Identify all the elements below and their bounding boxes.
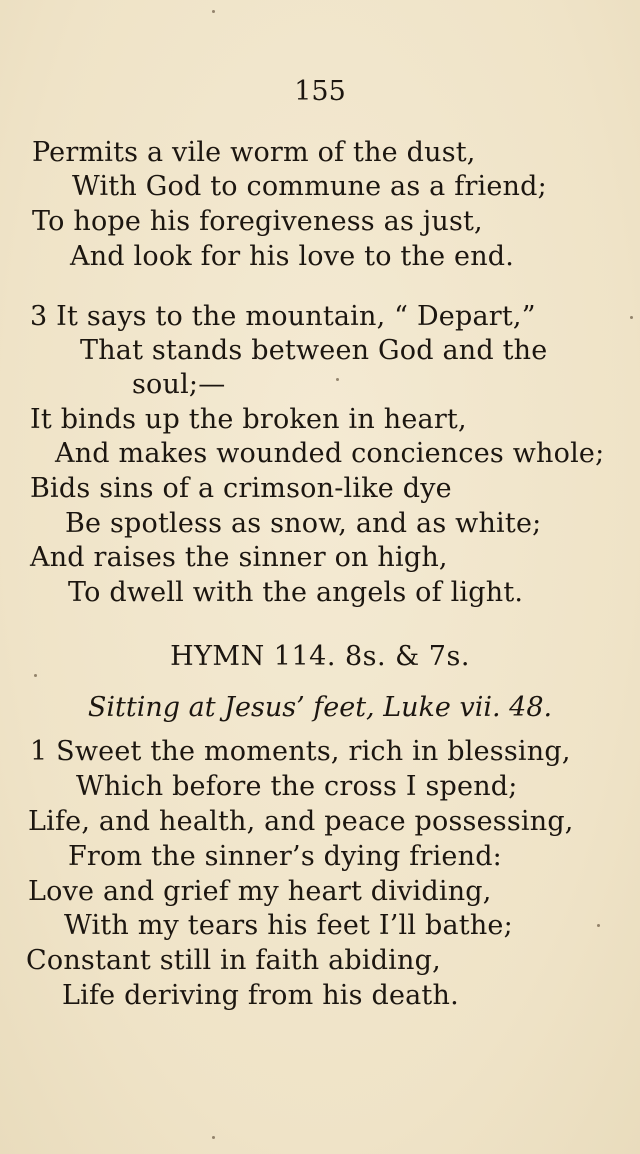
paper-speck bbox=[630, 316, 633, 319]
verse-line: That stands between God and the bbox=[80, 335, 548, 366]
verse-line: It binds up the broken in heart, bbox=[30, 404, 467, 435]
verse-line: Love and grief my heart dividing, bbox=[28, 876, 492, 907]
verse-line: To hope his foregiveness as just, bbox=[32, 206, 483, 237]
hymn-heading: HYMN 114. 8s. & 7s. bbox=[170, 641, 470, 672]
verse-line: Life deriving from his death. bbox=[62, 980, 459, 1011]
verse-line: With my tears his feet I’ll bathe; bbox=[64, 910, 513, 941]
verse-line: To dwell with the angels of light. bbox=[68, 577, 524, 608]
verse-line: Be spotless as snow, and as white; bbox=[65, 508, 542, 539]
verse-line: With God to commune as a friend; bbox=[72, 171, 547, 202]
verse-line: Permits a vile worm of the dust, bbox=[32, 137, 476, 168]
verse-line: From the sinner’s dying friend: bbox=[68, 841, 502, 872]
verse-line: Life, and health, and peace possessing, bbox=[28, 806, 574, 837]
page-number: 155 bbox=[294, 76, 346, 107]
verse-line: 3 It says to the mountain, “ Depart,” bbox=[30, 301, 536, 332]
verse-line: Constant still in faith abiding, bbox=[26, 945, 441, 976]
paper-speck bbox=[212, 1136, 215, 1139]
paper-speck bbox=[212, 10, 215, 13]
verse-line: And look for his love to the end. bbox=[70, 241, 515, 272]
paper-speck bbox=[336, 378, 339, 381]
verse-line: And raises the sinner on high, bbox=[30, 542, 448, 573]
paper-speck bbox=[597, 924, 600, 927]
verse-line: Which before the cross I spend; bbox=[76, 771, 518, 802]
verse-line: 1 Sweet the moments, rich in blessing, bbox=[30, 736, 571, 767]
hymn-subtitle: Sitting at Jesus’ feet, Luke vii. 48. bbox=[87, 692, 553, 723]
verse-line: soul;— bbox=[132, 369, 226, 400]
paper-speck bbox=[34, 674, 37, 677]
verse-line: And makes wounded conciences whole; bbox=[55, 438, 605, 469]
verse-line: Bids sins of a crimson-like dye bbox=[30, 473, 452, 504]
